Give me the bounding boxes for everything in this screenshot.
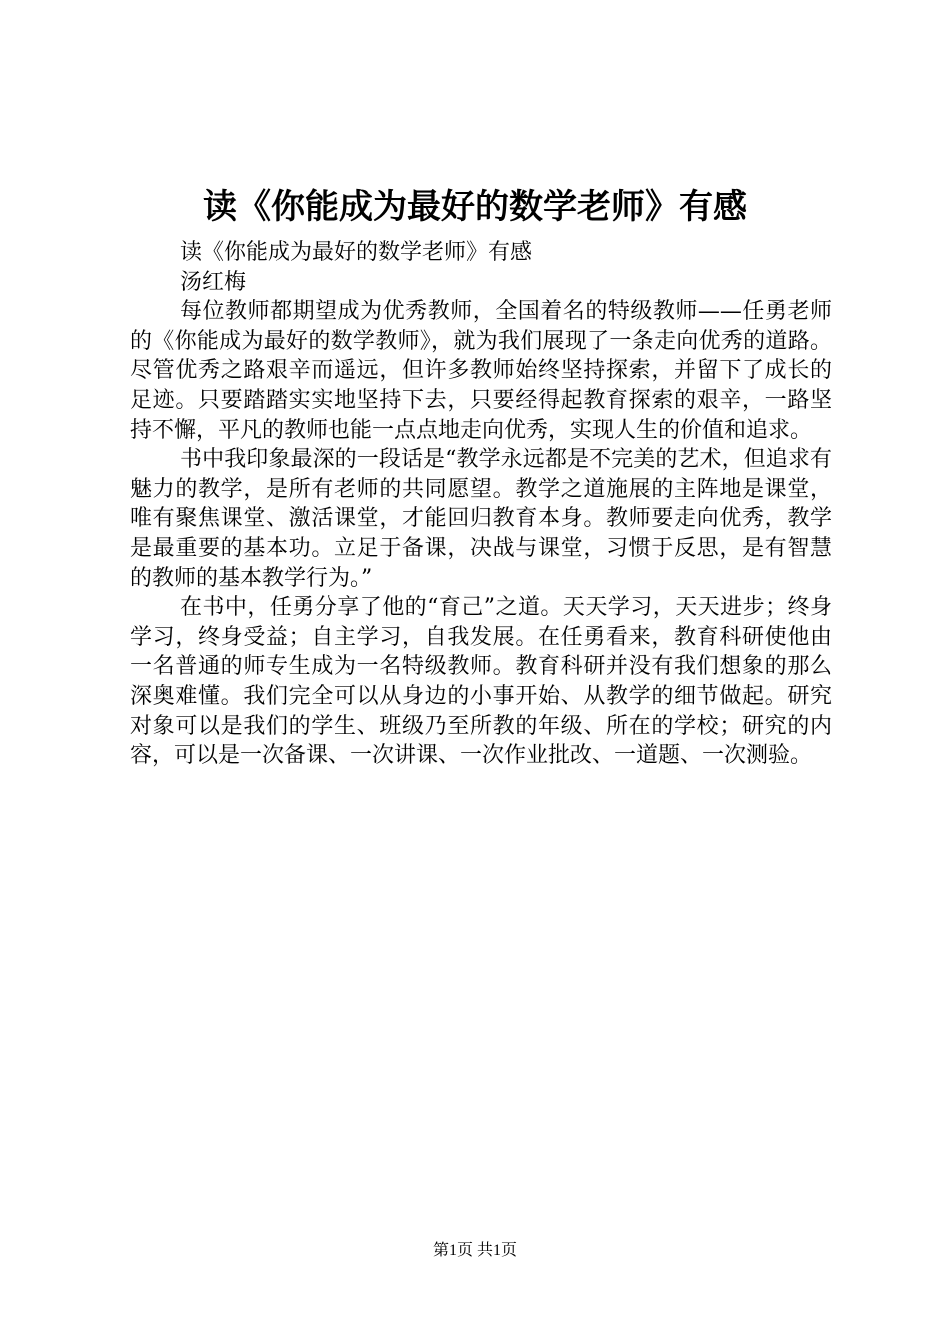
document-subtitle: 读《你能成为最好的数学老师》有感 xyxy=(180,240,533,265)
document-body xyxy=(130,238,832,771)
paragraph: 书中我印象最深的一段话是“教学永远都是不完美的艺术，但追求有魅力的教学，是所有老师的共同愿望。教学之道施展的主阵地是课堂，唯有聚焦课堂、激活课堂，才能回归教育本身。教师要走向优秀，教学是最重要的基本功。立足于备课，决战与课堂，习惯于反思，是有智慧的教师的基本教学行为。” xyxy=(130,447,832,591)
document-author: 汤红梅 xyxy=(180,269,247,295)
paragraph: 每位教师都期望成为优秀教师，全国着名的特级教师——任勇老师的《你能成为最好的数学教师》，就为我们展现了一条走向优秀的道路。尽管优秀之路艰辛而遥远，但许多教师始终坚持探索，并留下了成长的足迹。只要踏踏实实地坚持下去，只要经得起教育探索的艰辛，一路坚持不懈，平凡的教师也能一点点地走向优秀，实现人生的价值和追求。 xyxy=(130,299,832,443)
document-title: 读《你能成为最好的数学老师》有感 xyxy=(203,187,747,227)
paragraph: 在书中，任勇分享了他的“育己”之道。天天学习，天天进步；终身学习，终身受益；自主学习，自我发展。在任勇看来，教育科研使他由一名普通的师专生成为一名特级教师。教育科研并没有我们想象的那么深奥难懂。我们完全可以从身边的小事开始、从教学的细节做起。研究对象可以是我们的学生、班级乃至所教的年级、所在的学校；研究的内容，可以是一次备课、一次讲课、一次作业批改、一道题、一次测验。 xyxy=(130,595,832,769)
page-footer: 第1页 共1页 xyxy=(432,1242,517,1259)
